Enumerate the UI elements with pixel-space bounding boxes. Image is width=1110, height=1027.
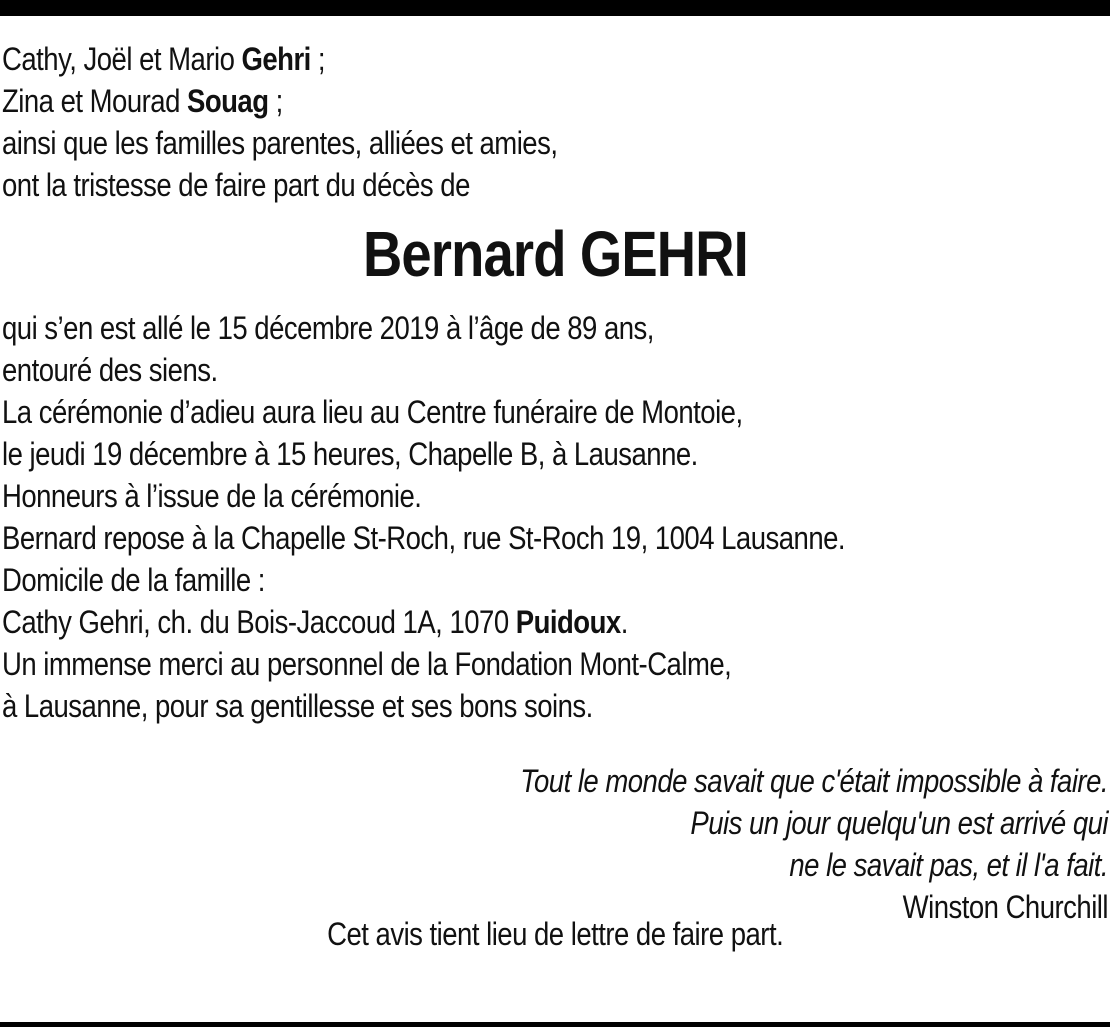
family-name-gehri: Gehri <box>241 41 311 77</box>
deceased-name-heading <box>0 212 1110 296</box>
intro-line-1-end: ; <box>310 41 326 77</box>
notice-body <box>2 307 1108 727</box>
body-line-1: qui s’en est allé le 15 décembre 2019 à l’âge de 89 ans, <box>2 310 654 346</box>
body-line-3: La cérémonie d’adieu aura lieu au Centre funéraire de Montoie, <box>2 394 743 430</box>
quote-author: Winston Churchill <box>902 889 1108 925</box>
family-intro <box>2 38 1108 206</box>
notice-footer <box>0 913 1110 955</box>
body-line-8 <box>2 601 953 643</box>
body-line-10: à Lausanne, pour sa gentillesse et ses bons soins. <box>2 688 593 724</box>
body-line-4: le jeudi 19 décembre à 15 heures, Chapelle B, à Lausanne. <box>2 436 698 472</box>
intro-line-1-text: Cathy, Joël et Mario <box>2 41 242 77</box>
body-line-2: entouré des siens. <box>2 352 218 388</box>
body-line-6: Bernard repose à la Chapelle St-Roch, rue St-Roch 19, 1004 Lausanne. <box>2 520 846 556</box>
address-end: . <box>620 604 628 640</box>
quote-line-3: ne le savait pas, et il l'a fait. <box>789 847 1108 883</box>
address-text: Cathy Gehri, ch. du Bois-Jaccoud 1A, 1070 <box>2 604 516 640</box>
intro-line-4: ont la tristesse de faire part du décès de <box>2 167 470 203</box>
quote-line-2: Puis un jour quelqu'un est arrivé qui <box>690 805 1108 841</box>
quote-line-1: Tout le monde savait que c'était impossible à faire. <box>520 763 1108 799</box>
footer-text: Cet avis tient lieu de lettre de faire part. <box>326 916 784 952</box>
deceased-name: Bernard GEHRI <box>362 218 748 290</box>
intro-line-2-end: ; <box>268 83 283 119</box>
body-line-5: Honneurs à l’issue de la cérémonie. <box>2 478 422 514</box>
intro-line-2 <box>2 80 953 122</box>
intro-line-3: ainsi que les familles parentes, alliées et amies, <box>2 125 558 161</box>
family-name-souag: Souag <box>187 83 269 119</box>
body-line-9: Un immense merci au personnel de la Fondation Mont-Calme, <box>2 646 732 682</box>
bottom-border-rule <box>0 1022 1110 1027</box>
town-puidoux: Puidoux <box>515 604 621 640</box>
top-border-rule <box>0 0 1110 16</box>
churchill-quote <box>2 760 1108 928</box>
intro-line-2-text: Zina et Mourad <box>2 83 188 119</box>
body-line-7: Domicile de la famille : <box>2 562 265 598</box>
intro-line-1 <box>2 38 953 80</box>
